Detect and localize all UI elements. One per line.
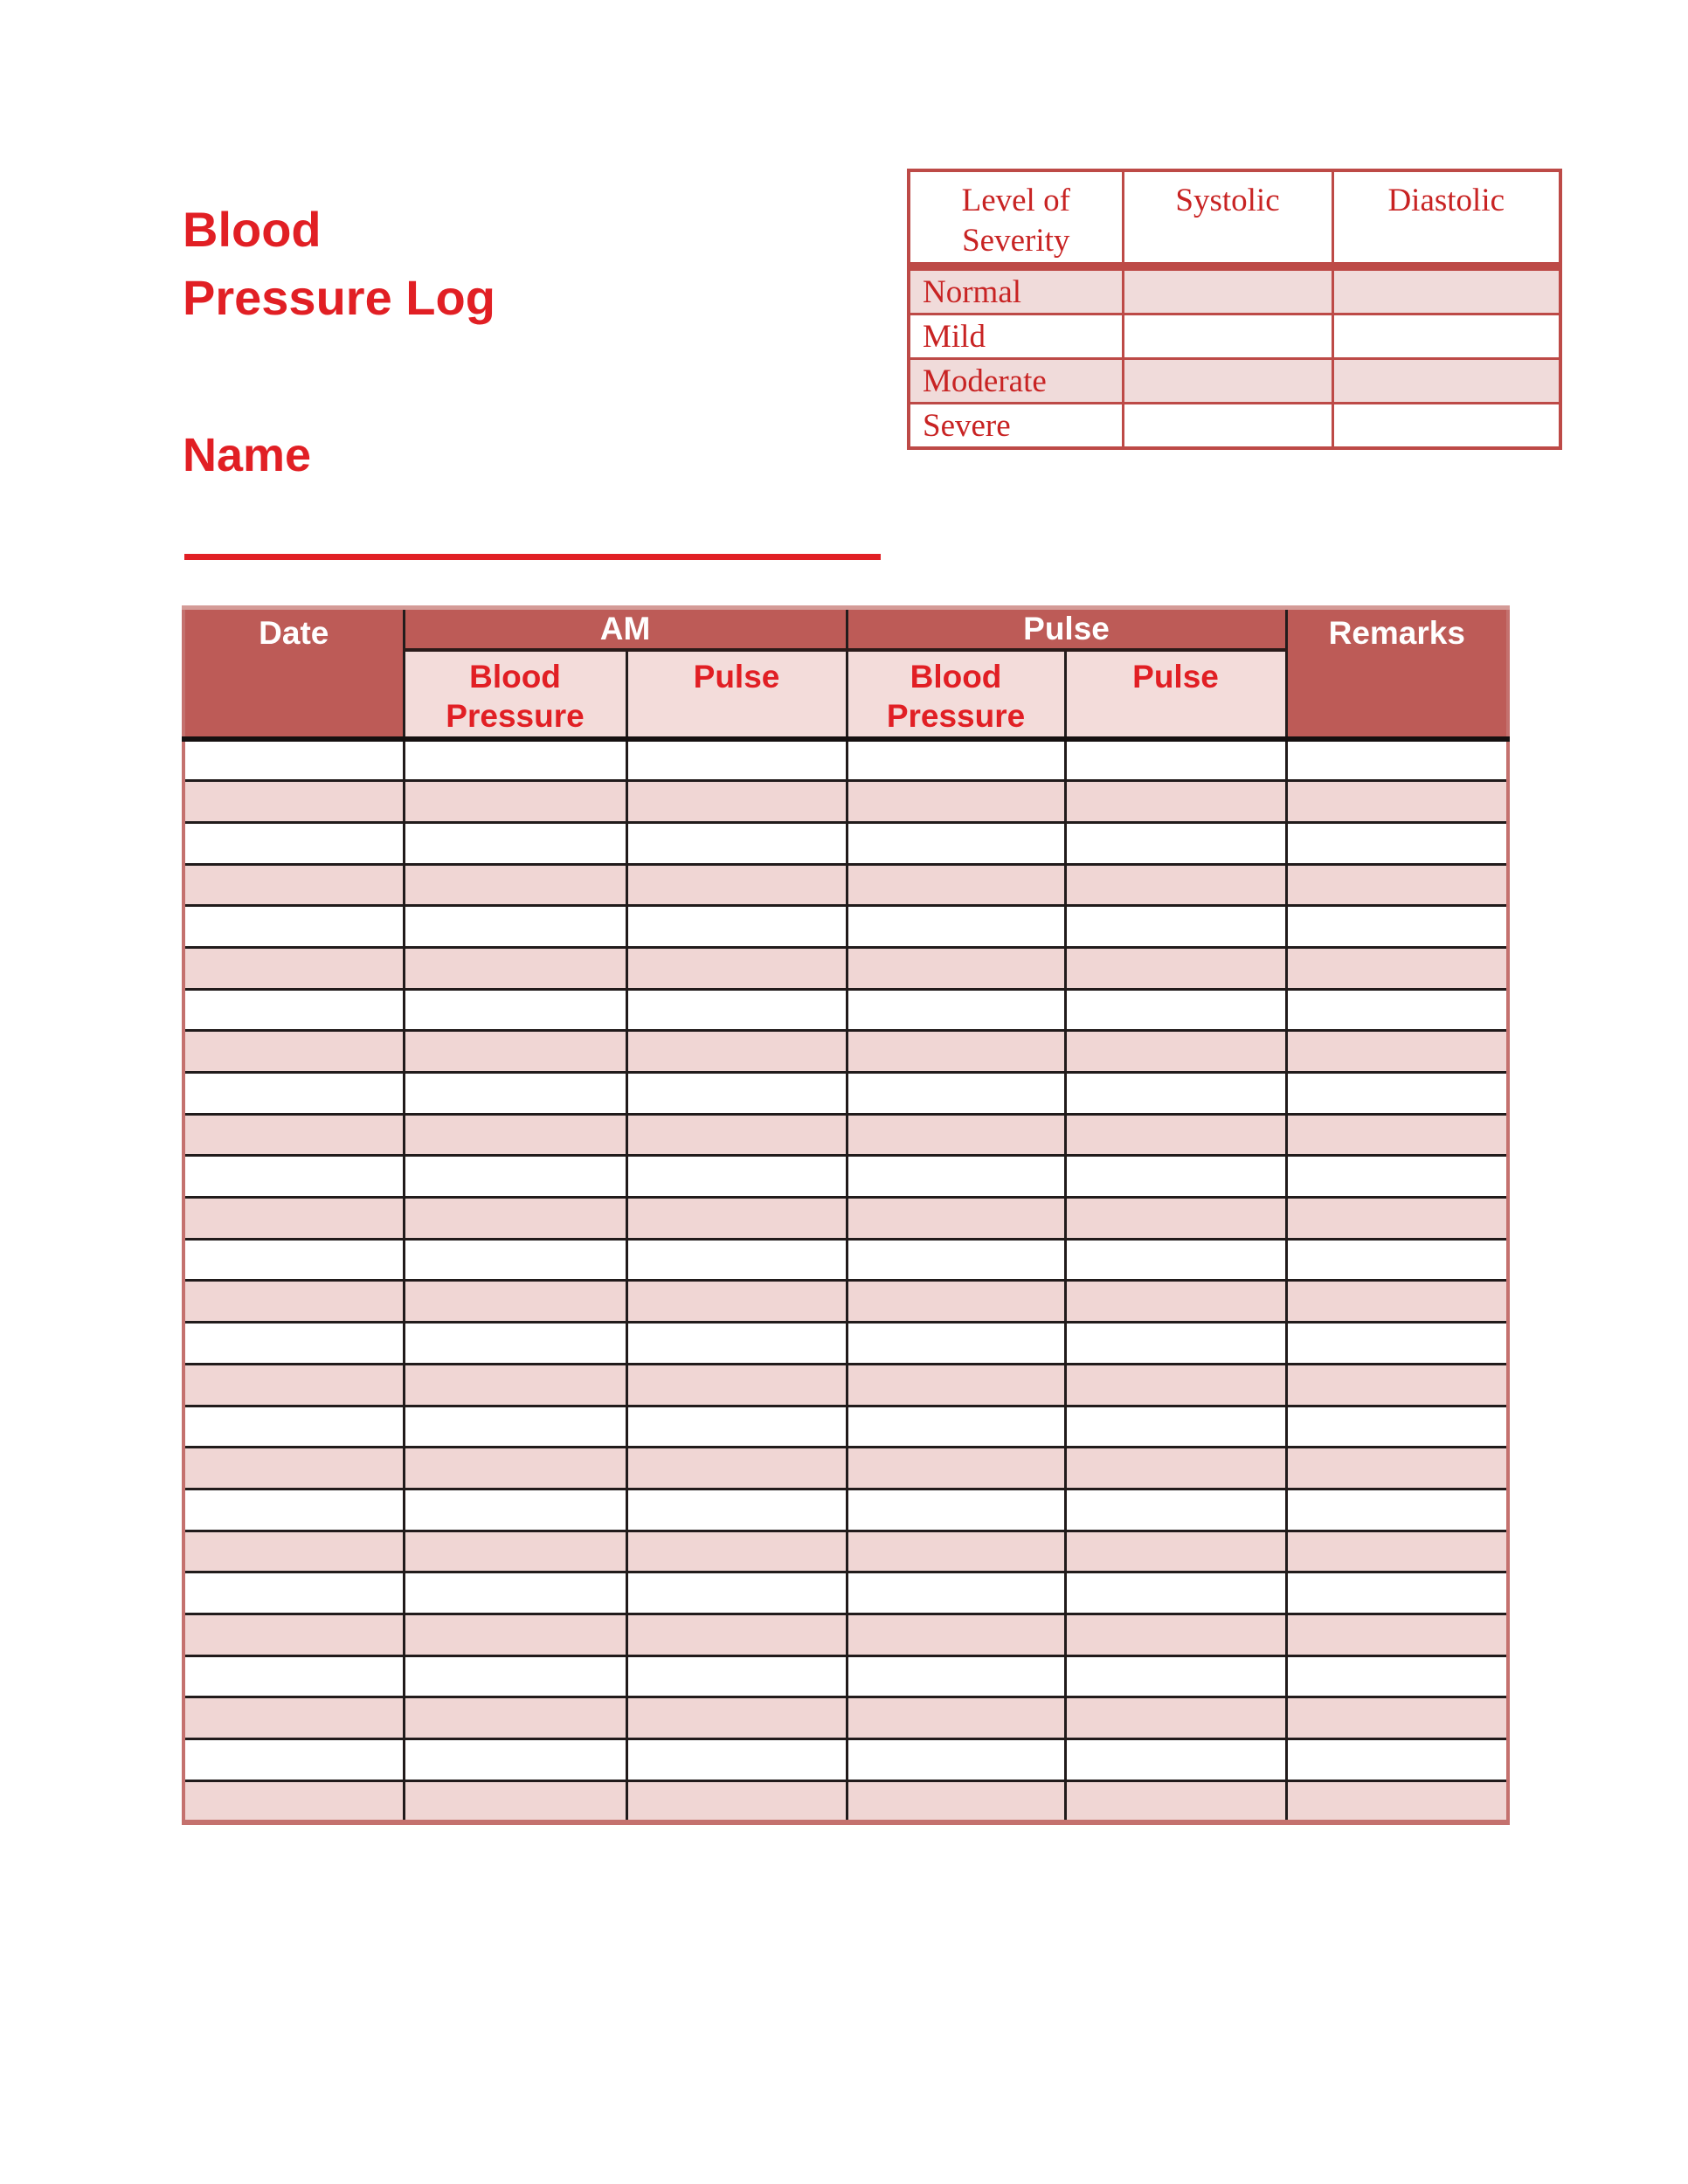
log-cell [183, 1655, 404, 1697]
table-row [183, 1739, 1508, 1781]
log-cell [1286, 739, 1508, 781]
log-cell [1286, 1739, 1508, 1781]
severity-label: Moderate [909, 359, 1123, 404]
log-cell [183, 1198, 404, 1240]
log-cell [404, 1614, 626, 1655]
table-row [183, 1364, 1508, 1406]
log-cell [1065, 1073, 1286, 1115]
log-cell [183, 1114, 404, 1156]
log-cell [404, 1156, 626, 1198]
log-cell [1065, 1739, 1286, 1781]
severity-table [907, 169, 1562, 450]
log-cell [847, 1114, 1065, 1156]
log-cell [183, 1489, 404, 1531]
log-cell [1065, 989, 1286, 1031]
severity-label: Normal [909, 266, 1123, 314]
log-cell [1286, 1281, 1508, 1323]
table-row [183, 1406, 1508, 1448]
table-row [183, 1489, 1508, 1531]
log-cell [404, 1364, 626, 1406]
table-row [183, 1031, 1508, 1073]
header-remarks: Remarks [1286, 608, 1508, 740]
log-cell [847, 1239, 1065, 1281]
table-row [183, 1198, 1508, 1240]
log-cell [626, 1323, 847, 1365]
page-title [183, 196, 495, 332]
log-cell [1286, 1073, 1508, 1115]
log-cell [626, 1572, 847, 1614]
log-cell [1065, 1489, 1286, 1531]
log-cell [404, 1572, 626, 1614]
log-cell [626, 1239, 847, 1281]
log-cell [626, 1406, 847, 1448]
log-cell [1286, 947, 1508, 989]
severity-header-level: Level of Severity [909, 170, 1123, 266]
log-cell [1065, 781, 1286, 823]
severity-row-mild [909, 314, 1560, 359]
log-cell [1065, 1031, 1286, 1073]
log-cell [183, 864, 404, 906]
log-cell [1286, 989, 1508, 1031]
log-cell [847, 739, 1065, 781]
log-cell [847, 1323, 1065, 1365]
log-cell [1286, 1655, 1508, 1697]
log-cell [404, 1198, 626, 1240]
table-row [183, 1655, 1508, 1697]
log-cell [183, 1323, 404, 1365]
log-cell [1065, 1531, 1286, 1572]
log-cell [1286, 1489, 1508, 1531]
log-cell [404, 989, 626, 1031]
log-cell [1065, 1281, 1286, 1323]
log-cell [847, 989, 1065, 1031]
log-cell [1286, 1780, 1508, 1822]
subheader-pm-blood-pressure: Blood Pressure [847, 650, 1065, 739]
table-row [183, 1114, 1508, 1156]
table-row [183, 1281, 1508, 1323]
page-title-line1: Blood [183, 202, 322, 257]
table-row [183, 864, 1508, 906]
log-cell [404, 1031, 626, 1073]
log-cell [183, 947, 404, 989]
log-cell [626, 1531, 847, 1572]
table-row [183, 1073, 1508, 1115]
log-cell [626, 1780, 847, 1822]
log-cell [1286, 1239, 1508, 1281]
log-cell [404, 1114, 626, 1156]
log-cell [847, 1780, 1065, 1822]
log-cell [404, 822, 626, 864]
log-cell [404, 947, 626, 989]
table-row [183, 1780, 1508, 1822]
log-cell [1065, 1198, 1286, 1240]
log-cell [404, 1323, 626, 1365]
log-table-body [183, 739, 1508, 1822]
log-cell [1065, 1448, 1286, 1489]
log-cell [626, 947, 847, 989]
severity-systolic-cell [1123, 359, 1332, 404]
header-date: Date [183, 608, 404, 740]
log-cell [847, 864, 1065, 906]
log-cell [183, 1448, 404, 1489]
log-cell [626, 822, 847, 864]
log-cell [847, 1572, 1065, 1614]
log-cell [1286, 1031, 1508, 1073]
log-cell [183, 1531, 404, 1572]
log-cell [183, 1239, 404, 1281]
log-cell [626, 989, 847, 1031]
log-cell [1065, 947, 1286, 989]
log-cell [1065, 1156, 1286, 1198]
log-cell [183, 822, 404, 864]
log-cell [847, 1364, 1065, 1406]
table-row [183, 1531, 1508, 1572]
log-cell [626, 1281, 847, 1323]
table-row [183, 1697, 1508, 1739]
log-cell [1065, 822, 1286, 864]
log-cell [183, 1156, 404, 1198]
log-cell [183, 1572, 404, 1614]
log-cell [1065, 864, 1286, 906]
log-cell [183, 989, 404, 1031]
subheader-am-blood-pressure: Blood Pressure [404, 650, 626, 739]
subheader-pm-pulse: Pulse [1065, 650, 1286, 739]
log-cell [626, 1697, 847, 1739]
log-cell [1065, 1697, 1286, 1739]
log-cell [626, 1198, 847, 1240]
log-cell [847, 1031, 1065, 1073]
log-cell [1065, 1323, 1286, 1365]
log-cell [183, 1780, 404, 1822]
log-cell [1065, 1364, 1286, 1406]
log-cell [404, 1489, 626, 1531]
log-cell [404, 1239, 626, 1281]
log-cell [847, 1406, 1065, 1448]
log-cell [847, 1739, 1065, 1781]
severity-label: Mild [909, 314, 1123, 359]
log-cell [1286, 864, 1508, 906]
log-cell [847, 947, 1065, 989]
log-cell [404, 864, 626, 906]
log-cell [847, 781, 1065, 823]
table-row [183, 1239, 1508, 1281]
log-cell [1286, 1448, 1508, 1489]
log-cell [626, 864, 847, 906]
log-cell [626, 1655, 847, 1697]
log-cell [847, 1531, 1065, 1572]
log-cell [1286, 1156, 1508, 1198]
severity-label: Severe [909, 404, 1123, 449]
severity-diastolic-cell [1332, 314, 1560, 359]
log-cell [626, 1156, 847, 1198]
severity-row-normal [909, 266, 1560, 314]
log-cell [1065, 739, 1286, 781]
log-cell [404, 1739, 626, 1781]
log-cell [404, 1448, 626, 1489]
log-cell [847, 1198, 1065, 1240]
log-cell [1065, 906, 1286, 948]
log-cell [1065, 1614, 1286, 1655]
log-cell [1065, 1572, 1286, 1614]
severity-systolic-cell [1123, 314, 1332, 359]
log-cell [847, 1697, 1065, 1739]
log-cell [1286, 1198, 1508, 1240]
log-cell [626, 1448, 847, 1489]
log-header-group-row [183, 608, 1508, 651]
log-cell [1286, 906, 1508, 948]
log-cell [626, 1114, 847, 1156]
log-cell [183, 1073, 404, 1115]
log-cell [626, 1073, 847, 1115]
name-fill-line [184, 554, 881, 560]
log-cell [404, 1697, 626, 1739]
log-cell [404, 1531, 626, 1572]
log-cell [404, 1073, 626, 1115]
table-row [183, 739, 1508, 781]
log-cell [183, 1364, 404, 1406]
subheader-am-pulse: Pulse [626, 650, 847, 739]
log-cell [404, 739, 626, 781]
log-cell [626, 739, 847, 781]
log-cell [1286, 781, 1508, 823]
log-cell [1286, 1572, 1508, 1614]
table-row [183, 781, 1508, 823]
table-row [183, 1572, 1508, 1614]
log-cell [626, 781, 847, 823]
severity-header-row [909, 170, 1560, 266]
log-cell [183, 1281, 404, 1323]
log-cell [847, 1489, 1065, 1531]
log-cell [183, 1739, 404, 1781]
table-row [183, 947, 1508, 989]
log-cell [847, 822, 1065, 864]
log-cell [1286, 1531, 1508, 1572]
name-label: Name [183, 429, 312, 481]
log-cell [1065, 1114, 1286, 1156]
log-cell [1065, 1655, 1286, 1697]
log-cell [183, 1406, 404, 1448]
log-cell [1286, 1406, 1508, 1448]
log-cell [847, 1448, 1065, 1489]
log-cell [847, 1614, 1065, 1655]
blood-pressure-log-table [182, 605, 1510, 1825]
severity-row-moderate [909, 359, 1560, 404]
table-row [183, 1156, 1508, 1198]
header-am-group: AM [404, 608, 847, 651]
log-cell [1286, 1614, 1508, 1655]
log-cell [847, 906, 1065, 948]
table-row [183, 989, 1508, 1031]
log-cell [183, 906, 404, 948]
log-cell [1065, 1406, 1286, 1448]
severity-diastolic-cell [1332, 359, 1560, 404]
table-row [183, 1614, 1508, 1655]
log-cell [1286, 1697, 1508, 1739]
severity-header-systolic: Systolic [1123, 170, 1332, 266]
log-cell [847, 1281, 1065, 1323]
table-row [183, 1323, 1508, 1365]
log-cell [626, 1031, 847, 1073]
severity-header-diastolic: Diastolic [1332, 170, 1560, 266]
log-cell [183, 781, 404, 823]
log-cell [626, 1614, 847, 1655]
log-cell [847, 1073, 1065, 1115]
log-cell [626, 1364, 847, 1406]
log-cell [183, 1614, 404, 1655]
log-cell [404, 1406, 626, 1448]
log-cell [847, 1156, 1065, 1198]
log-cell [1286, 1114, 1508, 1156]
severity-systolic-cell [1123, 404, 1332, 449]
log-cell [404, 1780, 626, 1822]
log-cell [404, 906, 626, 948]
log-cell [183, 739, 404, 781]
log-cell [847, 1655, 1065, 1697]
table-row [183, 1448, 1508, 1489]
severity-systolic-cell [1123, 266, 1332, 314]
log-cell [404, 1655, 626, 1697]
log-cell [404, 1281, 626, 1323]
log-cell [626, 1739, 847, 1781]
log-cell [404, 781, 626, 823]
log-cell [1286, 822, 1508, 864]
log-cell [183, 1697, 404, 1739]
log-cell [1286, 1323, 1508, 1365]
table-row [183, 906, 1508, 948]
log-cell [626, 1489, 847, 1531]
page-title-line2: Pressure Log [183, 270, 495, 325]
table-row [183, 822, 1508, 864]
log-cell [183, 1031, 404, 1073]
log-cell [1065, 1780, 1286, 1822]
log-cell [626, 906, 847, 948]
log-cell [1065, 1239, 1286, 1281]
severity-diastolic-cell [1332, 266, 1560, 314]
header-pm-group: Pulse [847, 608, 1286, 651]
severity-diastolic-cell [1332, 404, 1560, 449]
log-cell [1286, 1364, 1508, 1406]
severity-row-severe [909, 404, 1560, 449]
